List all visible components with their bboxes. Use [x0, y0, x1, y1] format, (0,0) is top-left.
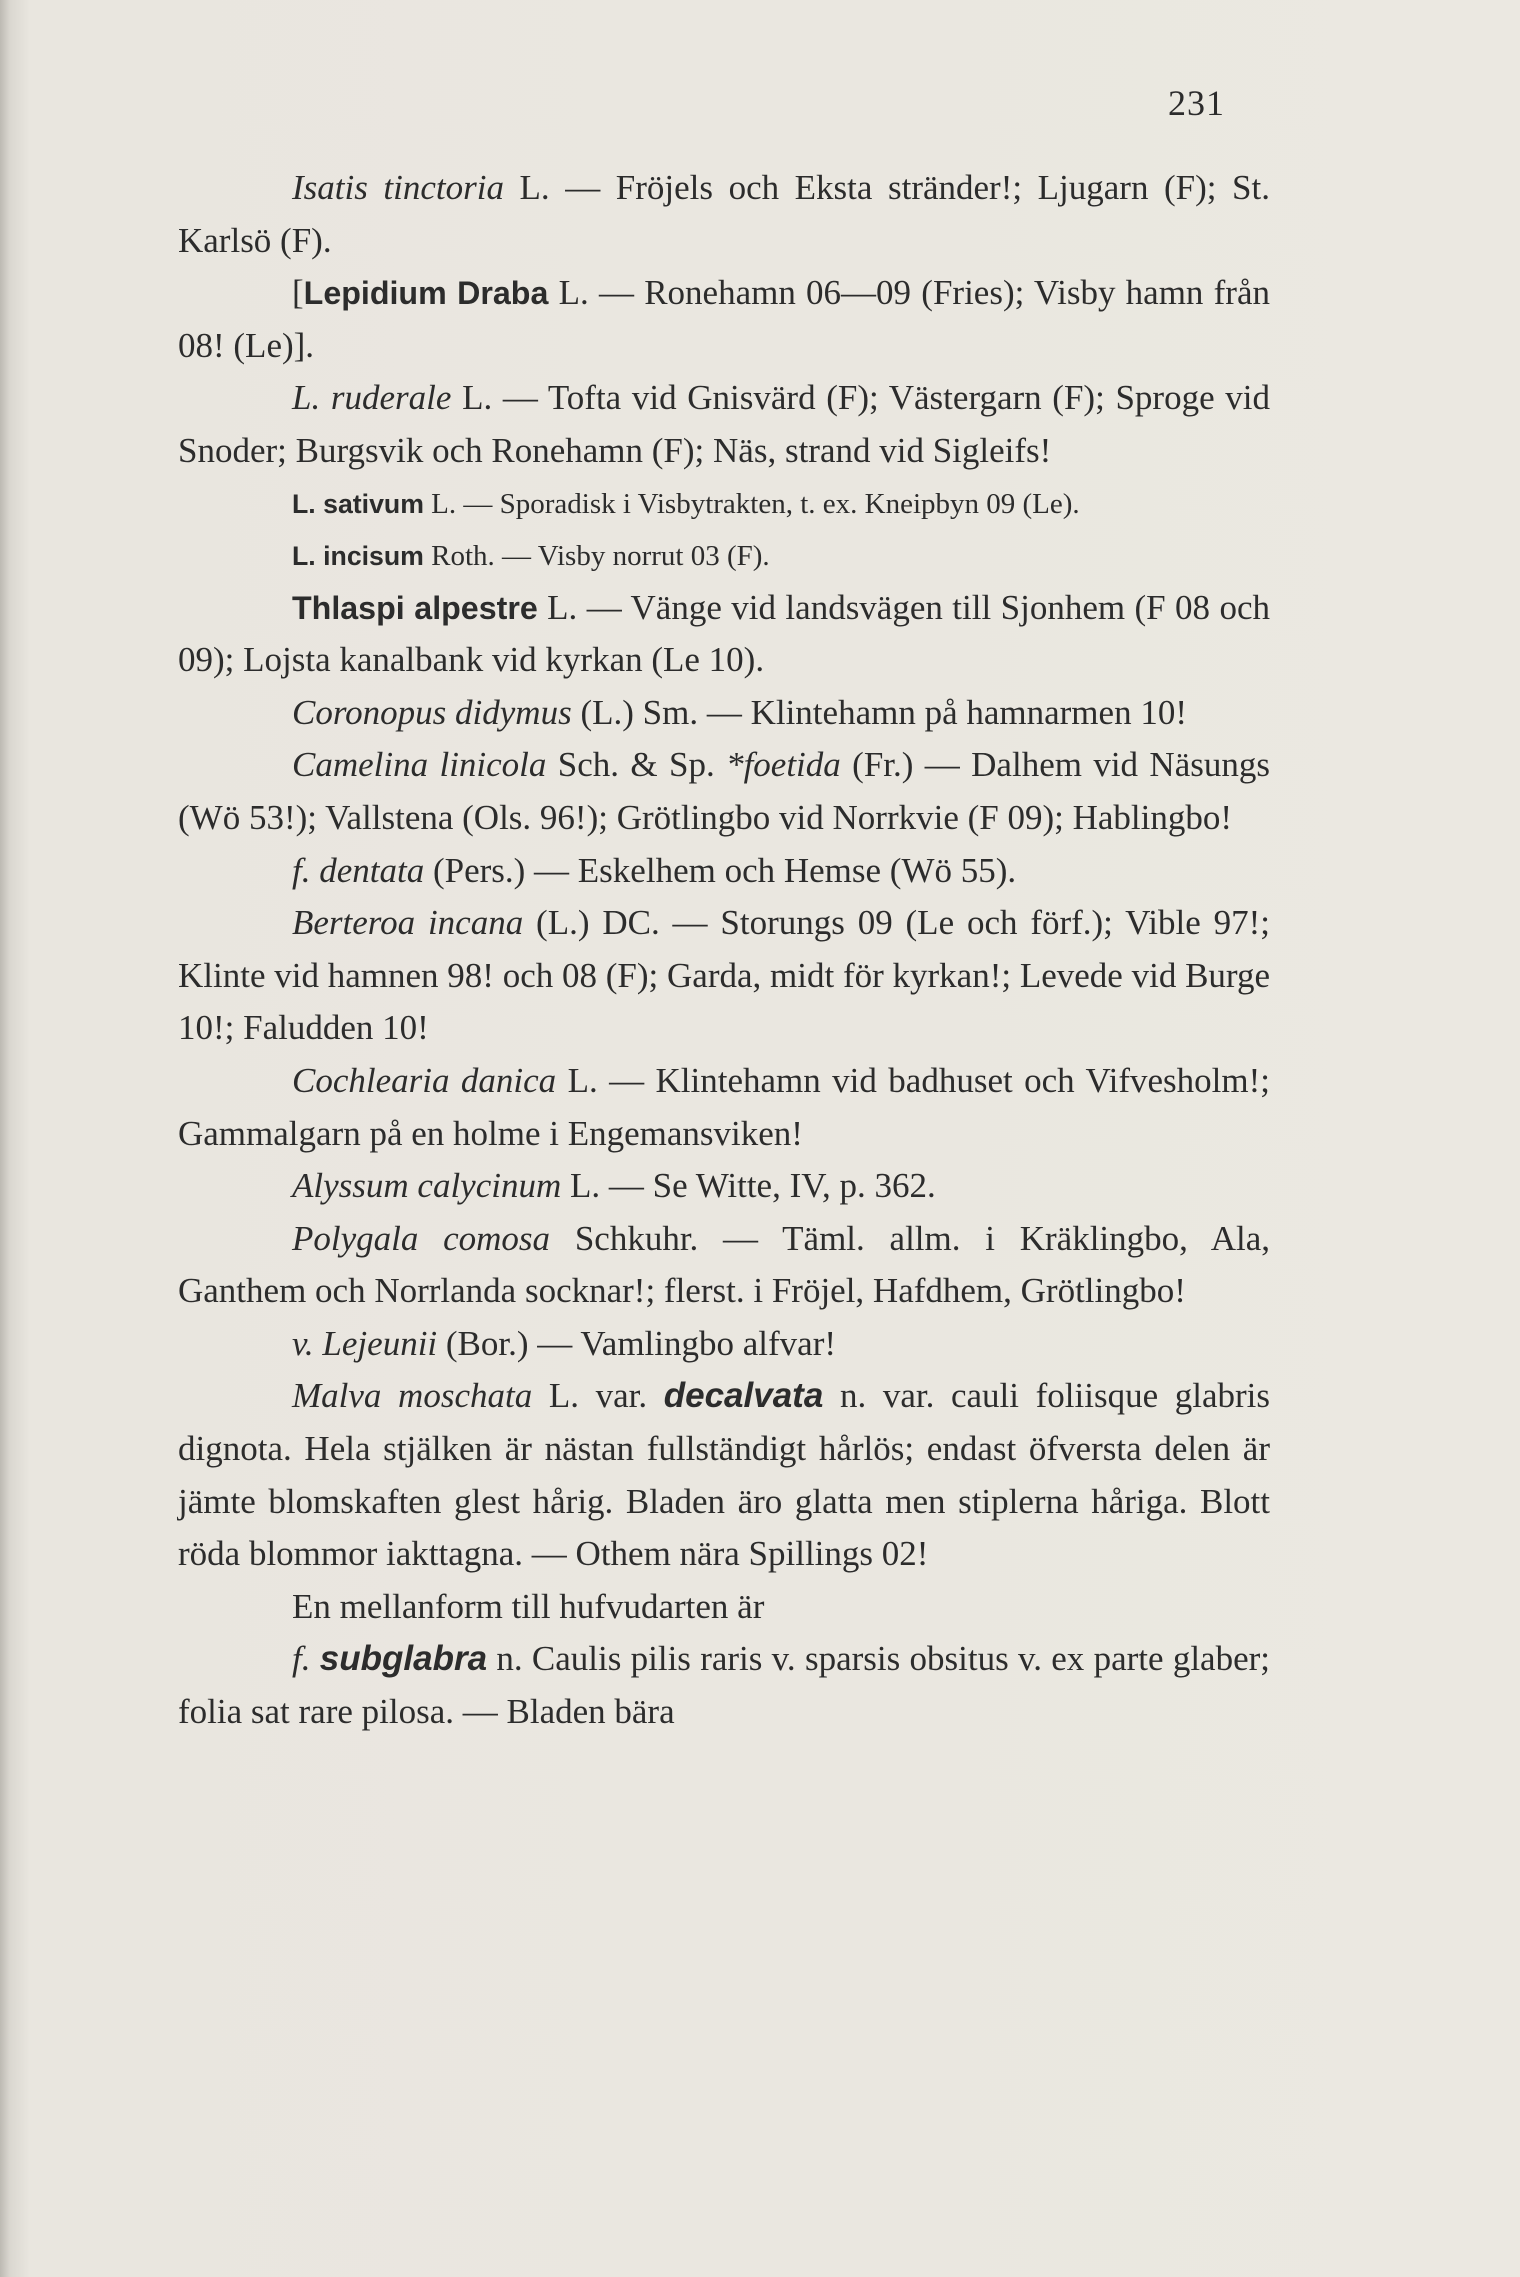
taxon-name: Isatis tinctoria: [292, 168, 504, 207]
paragraph-text: [310, 1639, 319, 1678]
paragraph-text: L. — Klintehamn vid badhuset och Vifvesholm!; Gammalgarn på en holme i Engemansviken!: [178, 1060, 1270, 1153]
paragraph-text: [: [292, 273, 304, 313]
taxon-name: *foetida: [726, 745, 841, 785]
taxon-name: f.: [292, 1639, 311, 1679]
paragraph-text: (Pers.) — Eskelhem och Hemse (Wö 55).: [424, 850, 1017, 890]
paragraph-text: L. var.: [532, 1376, 664, 1416]
paragraph: [178, 1213, 1270, 1318]
paragraph: [178, 1160, 1270, 1213]
page-number: 231: [1168, 83, 1225, 123]
paragraph: [178, 267, 1270, 372]
taxon-name: v. Lejeunii: [292, 1323, 438, 1363]
taxon-name: Camelina linicola: [292, 745, 547, 785]
taxon-name: Coronopus didymus: [292, 692, 572, 732]
paragraph: [178, 530, 1270, 582]
taxon-name: L. sativum: [292, 488, 424, 519]
taxon-name: Alyssum calycinum: [292, 1166, 562, 1206]
paragraph-text: Sch. & Sp.: [546, 745, 727, 785]
paragraph: [178, 1581, 1270, 1634]
paragraph-text: n. var. cauli foliisque glabris dignota. Hela stjälken är nästan fullständigt hårlös; endast öfversta delen är jämte blomskaften glest hårig. Bladen äro glatta men stiplerna håriga. Blott röda blommor iakttagna. — Othem nära Spillings 02!: [178, 1376, 1270, 1574]
taxon-name: decalvata: [663, 1376, 824, 1416]
taxon-name: L. ruderale: [292, 378, 452, 418]
taxon-name: Cochlearia danica: [292, 1060, 557, 1100]
taxon-name: Thlaspi alpestre: [292, 589, 538, 626]
taxon-name: subglabra: [319, 1639, 488, 1679]
paragraph-text: n. Caulis pilis raris v. sparsis obsitus v. ex parte glaber; folia sat rare pilosa. — Bladen bära: [178, 1639, 1270, 1732]
paragraph: [178, 687, 1270, 740]
paragraph-text: (Fr.) — Dalhem vid Näsungs (Wö 53!); Vallstena (Ols. 96!); Grötlingbo vid Norrkvie (F 09); Hablingbo!: [178, 745, 1270, 837]
paragraph-text: (L.) Sm. — Klintehamn på hamnarmen 10!: [571, 692, 1187, 732]
paragraph-text: En mellanform till hufvudarten är: [292, 1586, 765, 1626]
paragraph-text: L. — Vänge vid landsvägen till Sjonhem (F 08 och 09); Lojsta kanalbank vid kyrkan (Le 10).: [178, 587, 1270, 680]
taxon-name: Lepidium Draba: [303, 275, 549, 312]
paragraph-text: L. — Ronehamn 06—09 (Fries); Visby hamn från 08! (Le)].: [178, 273, 1271, 365]
paragraph: [178, 845, 1270, 898]
paragraph: [178, 1633, 1270, 1738]
paragraph-text: Roth. — Visby norrut 03 (F).: [423, 539, 770, 572]
taxon-name: Polygala comosa: [292, 1218, 551, 1258]
paragraph-text: (L.) DC. — Storungs 09 (Le och förf.); Vible 97!; Klinte vid hamnen 98! och 08 (F); Garda, midt för kyrkan!; Levede vid Burge 10!; Faludden 10!: [178, 903, 1270, 1048]
paragraph: [178, 897, 1270, 1055]
paragraph-text: L. — Fröjels och Eksta stränder!; Ljugarn (F); St. Karlsö (F).: [178, 168, 1271, 260]
taxon-name: Malva moschata: [292, 1376, 533, 1416]
paragraph-text: L. — Tofta vid Gnisvärd (F); Västergarn (F); Sproge vid Snoder; Burgsvik och Ronehamn (F); Näs, strand vid Sigleifs!: [178, 378, 1270, 470]
taxon-name: L. incisum: [292, 540, 424, 571]
page-body: [178, 162, 1270, 1739]
paragraph: [178, 1318, 1270, 1371]
paragraph-text: (Bor.) — Vamlingbo alfvar!: [437, 1323, 837, 1363]
paragraph-text: L. — Sporadisk i Visbytrakten, t. ex. Kneipbyn 09 (Le).: [423, 487, 1080, 520]
paragraph-text: L. — Se Witte, IV, p. 362.: [561, 1166, 936, 1206]
paragraph: [178, 162, 1270, 267]
paragraph: [178, 1055, 1270, 1160]
taxon-name: Berteroa incana: [292, 903, 524, 943]
paragraph: [178, 582, 1270, 687]
paragraph: [178, 372, 1270, 477]
paragraph: [178, 739, 1270, 844]
paragraph: [178, 478, 1270, 530]
taxon-name: f. dentata: [292, 850, 425, 890]
paragraph: [178, 1370, 1270, 1580]
paragraph-text: Schkuhr. — Täml. allm. i Kräklingbo, Ala, Ganthem och Norrlanda socknar!; flerst. i Fröjel, Hafdhem, Grötlingbo!: [178, 1218, 1271, 1311]
